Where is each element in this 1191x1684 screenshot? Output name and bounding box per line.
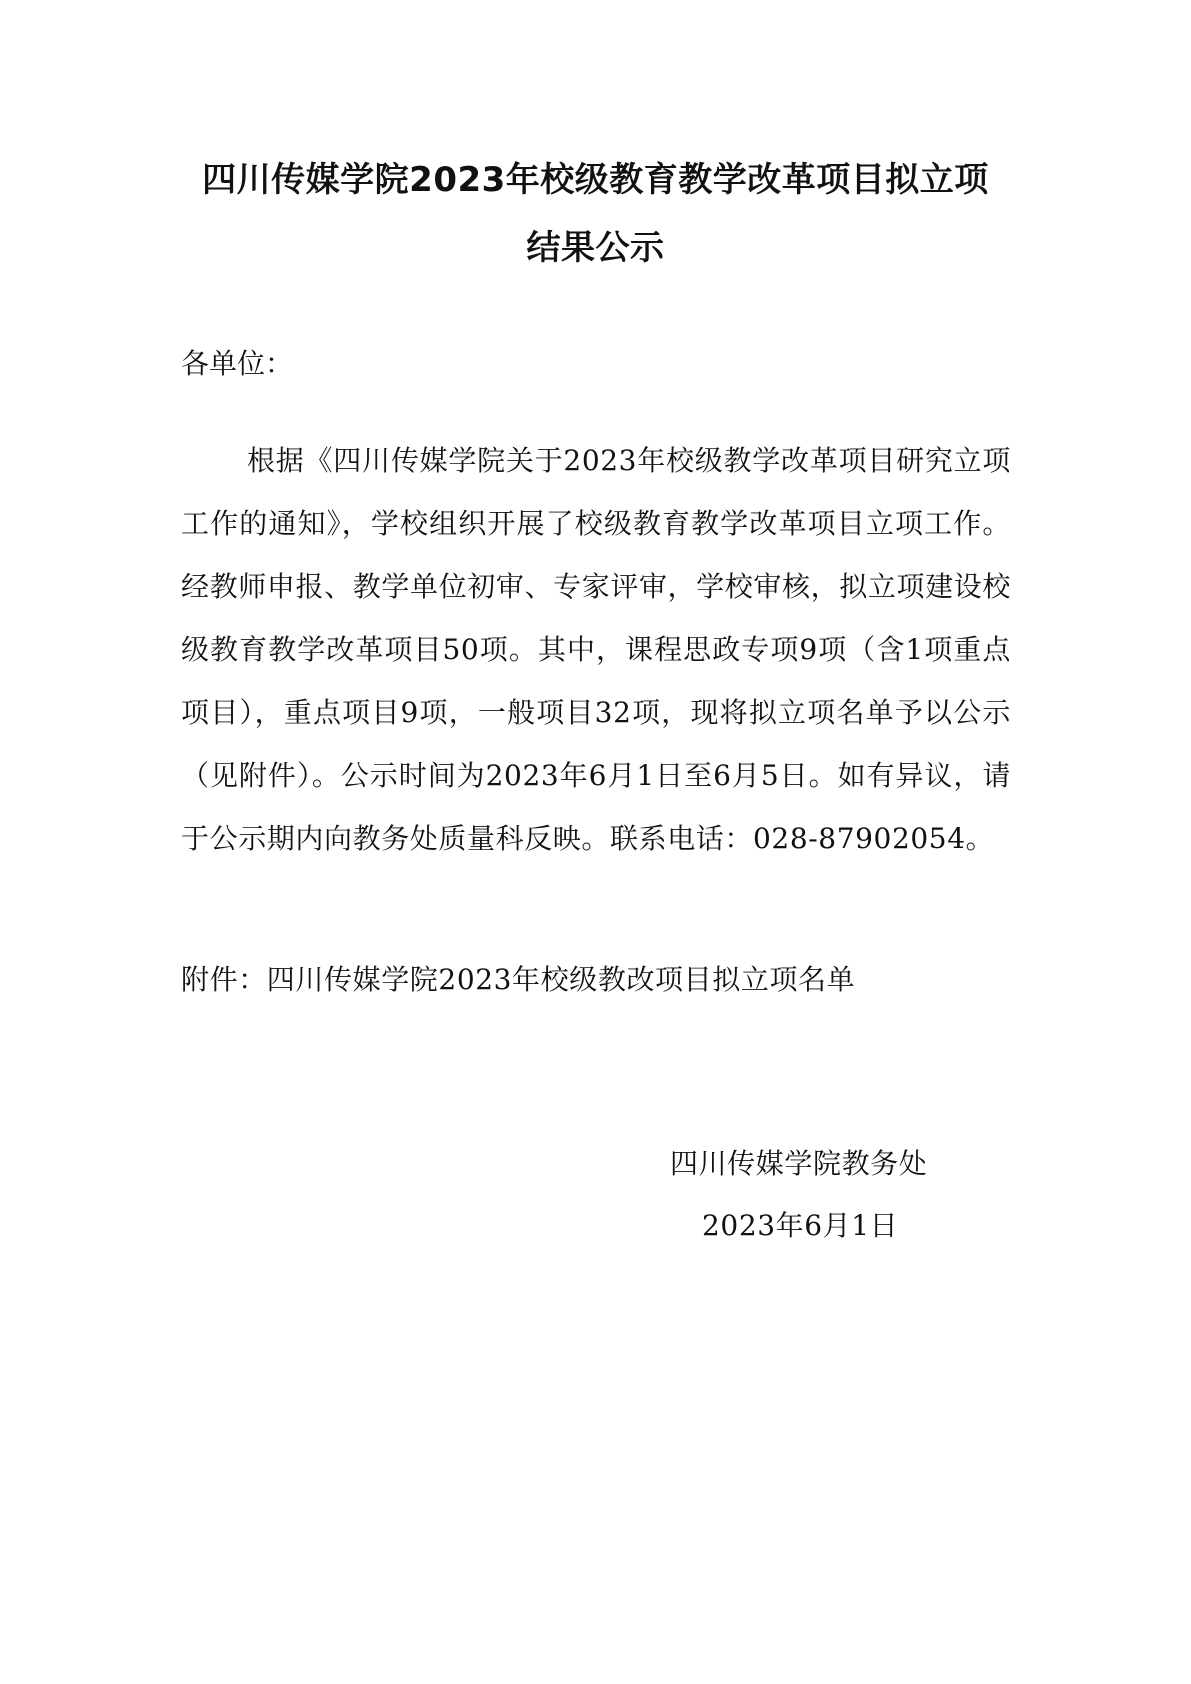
issue-date: 2023年6月1日 <box>702 1209 899 1242</box>
title-line-2: 结果公示 <box>526 228 665 268</box>
document-title <box>170 146 1021 282</box>
title-line-1: 四川传媒学院2023年校级教育教学改革项目拟立项 <box>202 160 989 200</box>
salutation: 各单位： <box>181 347 294 380</box>
body-paragraph: 根据《四川传媒学院关于2023年校级教学改革项目研究立项工作的通知》，学校组织开展了校级教育教学改革项目立项工作。经教师申报、教学单位初审、专家评审，学校审核，拟立项建设校级教育教学改革项目50项。其中，课程思政专项9项（含1项重点项目），重点项目9项，一般项目32项，现将拟立项名单予以公示（见附件）。公示时间为2023年6月1日至6月5日。如有异议，请于公示期内向教务处质量科反映。联系电话：028-87902054。 <box>181 444 1011 855</box>
attachment-note: 附件：四川传媒学院2023年校级教改项目拟立项名单 <box>181 963 856 996</box>
issuer-signature: 四川传媒学院教务处 <box>670 1147 928 1180</box>
